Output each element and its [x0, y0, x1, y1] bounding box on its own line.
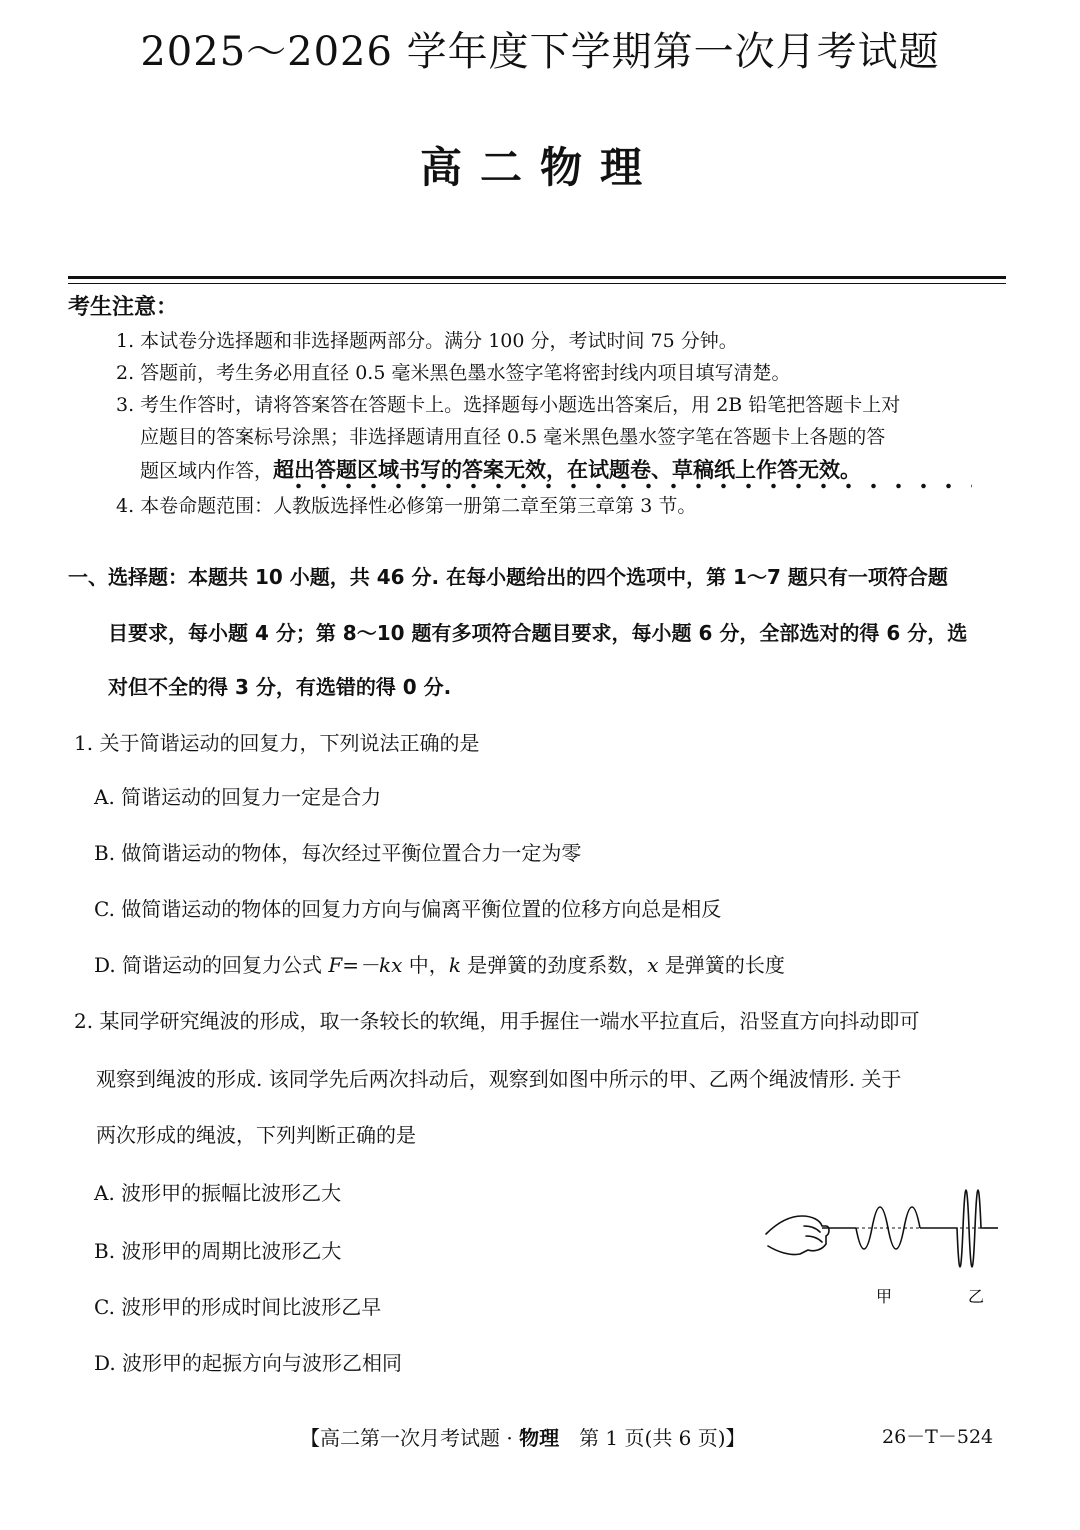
notice-item-3-line-3: [140, 454, 861, 484]
question-1-option-a: A. 简谐运动的回复力一定是合力: [94, 785, 382, 809]
rope-wave-figure: [762, 1166, 1012, 1311]
notice-item-3-line-1: 3. 考生作答时，请将答案答在答题卡上。选择题每小题选出答案后，用 2B 铅笔把答题卡上对: [116, 394, 901, 416]
footer-left: 【高二第一次月考试题 ·: [300, 1426, 520, 1450]
variable-x: x: [647, 953, 659, 977]
footer-subject: 物理: [519, 1426, 560, 1450]
question-1-stem: 1. 关于简谐运动的回复力，下列说法正确的是: [74, 731, 480, 755]
footer-page-number: 第 1 页(共 6 页)】: [559, 1426, 746, 1450]
option-d-suffix: 是弹簧的长度: [658, 953, 785, 977]
page-footer: [300, 1422, 746, 1451]
question-2-stem-line-1: 2. 某同学研究绳波的形成，取一条较长的软绳，用手握住一端水平拉直后，沿竖直方向抖动即可: [74, 1009, 920, 1033]
question-1-option-c: C. 做简谐运动的物体的回复力方向与偏离平衡位置的位移方向总是相反: [94, 897, 722, 921]
question-1-option-d: [94, 949, 785, 978]
label-jia: 甲: [876, 1289, 893, 1306]
question-2-option-b: B. 波形甲的周期比波形乙大: [94, 1239, 342, 1263]
emphasis-dots: [286, 483, 972, 489]
variable-k: k: [448, 953, 461, 977]
hand-icon: [766, 1216, 829, 1255]
question-2-option-d: D. 波形甲的起振方向与波形乙相同: [94, 1351, 403, 1375]
section-1-line-2: 目要求，每小题 4 分；第 8～10 题有多项符合题目要求，每小题 6 分，全部选对的得 6 分，选: [108, 621, 968, 645]
question-2-option-a: A. 波形甲的振幅比波形乙大: [94, 1181, 342, 1205]
notice-item-1: 1. 本试卷分选择题和非选择题两部分。满分 100 分，考试时间 75 分钟。: [116, 330, 738, 352]
section-1-line-3: 对但不全的得 3 分，有选错的得 0 分.: [108, 675, 452, 699]
notice-heading: 考生注意：: [68, 294, 179, 320]
notice-item-3-line-2: 应题目的答案标号涂黑；非选择题请用直径 0.5 毫米黑色墨水签字笔在答题卡上各题的答: [140, 426, 886, 448]
footer-code: 26－T－524: [882, 1426, 994, 1448]
notice-item-3-text: 题区域内作答，: [140, 460, 274, 482]
option-d-mid2: 是弹簧的劲度系数，: [460, 953, 648, 977]
formula: F=－kx: [328, 953, 403, 977]
header-divider-thin: [68, 283, 1006, 284]
subject-title: 高二物理: [419, 143, 660, 192]
section-1-line-1: 一、选择题：本题共 10 小题，共 46 分. 在每小题给出的四个选项中，第 1～7 题只有一项符合题: [68, 565, 948, 589]
header-divider-thick: [68, 276, 1006, 279]
notice-emphasis: 超出答题区域书写的答案无效，在试题卷、草稿纸上作答无效。: [273, 458, 862, 482]
exam-title: 2025～2026 学年度下学期第一次月考试题: [140, 29, 940, 75]
question-2-stem-line-2: 观察到绳波的形成. 该同学先后两次抖动后，观察到如图中所示的甲、乙两个绳波情形. 关于: [96, 1067, 902, 1091]
label-yi: 乙: [968, 1289, 985, 1306]
option-d-prefix: D. 简谐运动的回复力公式: [94, 953, 329, 977]
notice-item-2: 2. 答题前，考生务必用直径 0.5 毫米黑色墨水签字笔将密封线内项目填写清楚。: [116, 362, 791, 384]
option-d-mid1: 中，: [402, 953, 449, 977]
question-2-option-c: C. 波形甲的形成时间比波形乙早: [94, 1295, 382, 1319]
question-1-option-b: B. 做简谐运动的物体，每次经过平衡位置合力一定为零: [94, 841, 582, 865]
notice-item-4: 4. 本卷命题范围：人教版选择性必修第一册第二章至第三章第 3 节。: [116, 495, 697, 517]
question-2-stem-line-3: 两次形成的绳波，下列判断正确的是: [96, 1123, 416, 1147]
